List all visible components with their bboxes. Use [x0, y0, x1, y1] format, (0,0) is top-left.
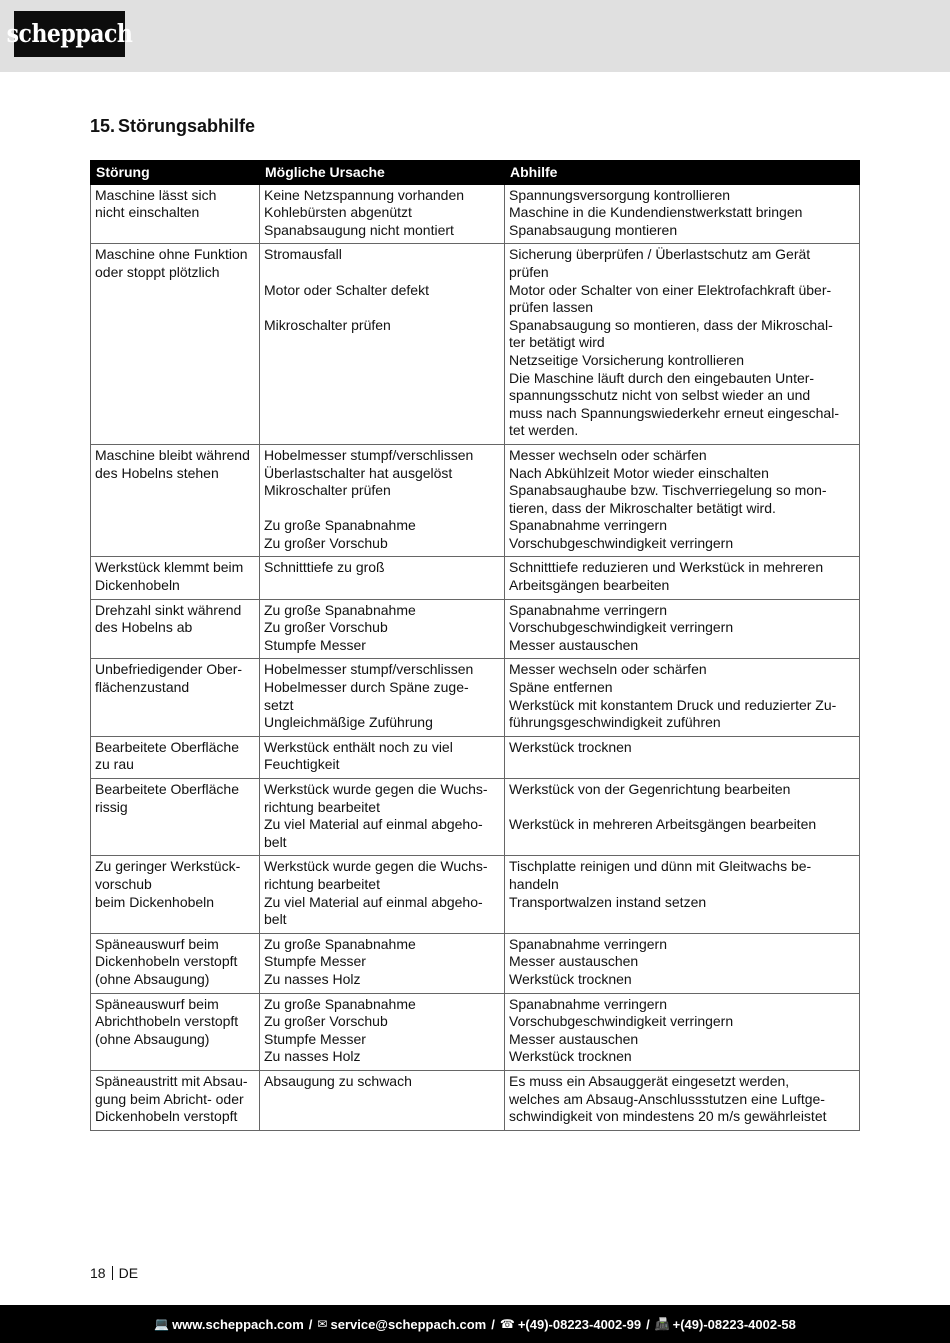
- header-bar: [0, 0, 950, 72]
- cause-cell: Hobelmesser stumpf/verschlissen Überlastschalter hat ausgelöst Mikroschalter prüfen Zu große Spanabnahme Zu großer Vorschub: [260, 444, 505, 557]
- phone-icon: ☎: [499, 1317, 515, 1331]
- problem-cell: Drehzahl sinkt während des Hobelns ab: [91, 599, 260, 659]
- footer-email[interactable]: service@scheppach.com: [330, 1316, 487, 1332]
- table-row: [91, 856, 860, 933]
- table-row: [91, 736, 860, 778]
- troubleshooting-table: [90, 160, 860, 1131]
- remedy-cell: Werkstück trocknen: [505, 736, 860, 778]
- problem-cell: Werkstück klemmt beim Dickenhobeln: [91, 557, 260, 599]
- footer-separator: /: [308, 1316, 313, 1332]
- problem-cell: Bearbeitete Oberfläche zu rau: [91, 736, 260, 778]
- section-number: 15.: [90, 116, 116, 136]
- cause-cell: Werkstück enthält noch zu viel Feuchtigkeit: [260, 736, 505, 778]
- problem-cell: Späneaustritt mit Absau- gung beim Abricht- oder Dickenhobeln verstopft: [91, 1070, 260, 1130]
- fax-icon: 📠: [654, 1317, 670, 1331]
- table-row: [91, 933, 860, 993]
- remedy-cell: Spanabnahme verringern Vorschubgeschwindigkeit verringern Messer austauschen Werkstück trocknen: [505, 993, 860, 1070]
- problem-cell: Späneauswurf beim Abrichthobeln verstopft (ohne Absaugung): [91, 993, 260, 1070]
- remedy-cell: Spanabnahme verringern Messer austauschen Werkstück trocknen: [505, 933, 860, 993]
- mail-icon: ✉: [317, 1317, 328, 1331]
- cause-cell: Werkstück wurde gegen die Wuchs- richtung bearbeitet Zu viel Material auf einmal abgeho- belt: [260, 856, 505, 933]
- remedy-cell: Werkstück von der Gegenrichtung bearbeiten Werkstück in mehreren Arbeitsgängen bearbeiten: [505, 779, 860, 856]
- table-header-row: [91, 161, 860, 185]
- problem-cell: Zu geringer Werkstück- vorschub beim Dickenhobeln: [91, 856, 260, 933]
- problem-cell: Unbefriedigender Ober- flächenzustand: [91, 659, 260, 736]
- footer-bar: [0, 1305, 950, 1343]
- remedy-cell: Es muss ein Absauggerät eingesetzt werden, welches am Absaug-Anschlussstutzen eine Luftge- schwindigkeit von mindestens 20 m/s gewährleistet: [505, 1070, 860, 1130]
- cause-cell: Absaugung zu schwach: [260, 1070, 505, 1130]
- section-title-text: Störungsabhilfe: [118, 116, 256, 136]
- column-header-cause: Mögliche Ursache: [260, 161, 505, 185]
- table-row: [91, 557, 860, 599]
- cause-cell: Zu große Spanabnahme Zu großer Vorschub Stumpfe Messer Zu nasses Holz: [260, 993, 505, 1070]
- cause-cell: Keine Netzspannung vorhanden Kohlebürsten abgenützt Spanabsaugung nicht montiert: [260, 184, 505, 244]
- problem-cell: Späneauswurf beim Dickenhobeln verstopft (ohne Absaugung): [91, 933, 260, 993]
- cause-cell: Stromausfall Motor oder Schalter defekt Mikroschalter prüfen: [260, 244, 505, 445]
- table-row: [91, 184, 860, 244]
- footer-website[interactable]: www.scheppach.com: [172, 1316, 304, 1332]
- column-header-remedy: Abhilfe: [505, 161, 860, 185]
- footer-separator: /: [646, 1316, 650, 1332]
- remedy-cell: Schnitttiefe reduzieren und Werkstück in mehreren Arbeitsgängen bearbeiten: [505, 557, 860, 599]
- remedy-cell: Tischplatte reinigen und dünn mit Gleitwachs be- handeln Transportwalzen instand setzen: [505, 856, 860, 933]
- problem-cell: Maschine lässt sich nicht einschalten: [91, 184, 260, 244]
- scheppach-logo: scheppach: [14, 11, 125, 57]
- cause-cell: Schnitttiefe zu groß: [260, 557, 505, 599]
- footer-fax: +(49)-08223-4002-58: [672, 1316, 796, 1332]
- cause-cell: Hobelmesser stumpf/verschlissen Hobelmesser durch Späne zuge- setzt Ungleichmäßige Zuführung: [260, 659, 505, 736]
- page-number-value: 18: [90, 1265, 106, 1281]
- page-number: [90, 1265, 138, 1281]
- table-row: [91, 993, 860, 1070]
- section-title: [90, 116, 255, 137]
- remedy-cell: Spanabnahme verringern Vorschubgeschwindigkeit verringern Messer austauschen: [505, 599, 860, 659]
- remedy-cell: Spannungsversorgung kontrollieren Maschine in die Kundendienstwerkstatt bringen Spanabsaugung montieren: [505, 184, 860, 244]
- footer-phone[interactable]: +(49)-08223-4002-99: [517, 1316, 642, 1332]
- table-row: [91, 659, 860, 736]
- table-row: [91, 1070, 860, 1130]
- page-language: DE: [118, 1265, 139, 1281]
- table-row: [91, 779, 860, 856]
- table-row: [91, 244, 860, 445]
- column-header-problem: Störung: [91, 161, 260, 185]
- remedy-cell: Sicherung überprüfen / Überlastschutz am Gerät prüfen Motor oder Schalter von einer Elektrofachkraft über- prüfen lassen Spanabsaugung so montieren, dass der Mikroschal- ter betätigt wird Netzseitige Vorsicherung kontrollieren Die Maschine läuft durch den eingebauten Unter- spannungsschutz nicht von selbst wieder an und muss nach Spannungswiederkehr erneut eingeschal- tet werden.: [505, 244, 860, 445]
- page-number-divider: [112, 1266, 113, 1280]
- table-row: [91, 599, 860, 659]
- remedy-cell: Messer wechseln oder schärfen Späne entfernen Werkstück mit konstantem Druck und reduzierter Zu- führungsgeschwindigkeit zuführen: [505, 659, 860, 736]
- computer-icon: 💻: [154, 1317, 170, 1331]
- footer-separator: /: [491, 1316, 495, 1332]
- remedy-cell: Messer wechseln oder schärfen Nach Abkühlzeit Motor wieder einschalten Spanabsaughaube bzw. Tischverriegelung so mon- tieren, dass der Mikroschalter betätigt wird. Spanabnahme verringern Vorschubgeschwindigkeit verringern: [505, 444, 860, 557]
- problem-cell: Maschine bleibt während des Hobelns stehen: [91, 444, 260, 557]
- problem-cell: Bearbeitete Oberfläche rissig: [91, 779, 260, 856]
- table-row: [91, 444, 860, 557]
- problem-cell: Maschine ohne Funktion oder stoppt plötzlich: [91, 244, 260, 445]
- cause-cell: Zu große Spanabnahme Stumpfe Messer Zu nasses Holz: [260, 933, 505, 993]
- cause-cell: Zu große Spanabnahme Zu großer Vorschub Stumpfe Messer: [260, 599, 505, 659]
- cause-cell: Werkstück wurde gegen die Wuchs- richtung bearbeitet Zu viel Material auf einmal abgeho- belt: [260, 779, 505, 856]
